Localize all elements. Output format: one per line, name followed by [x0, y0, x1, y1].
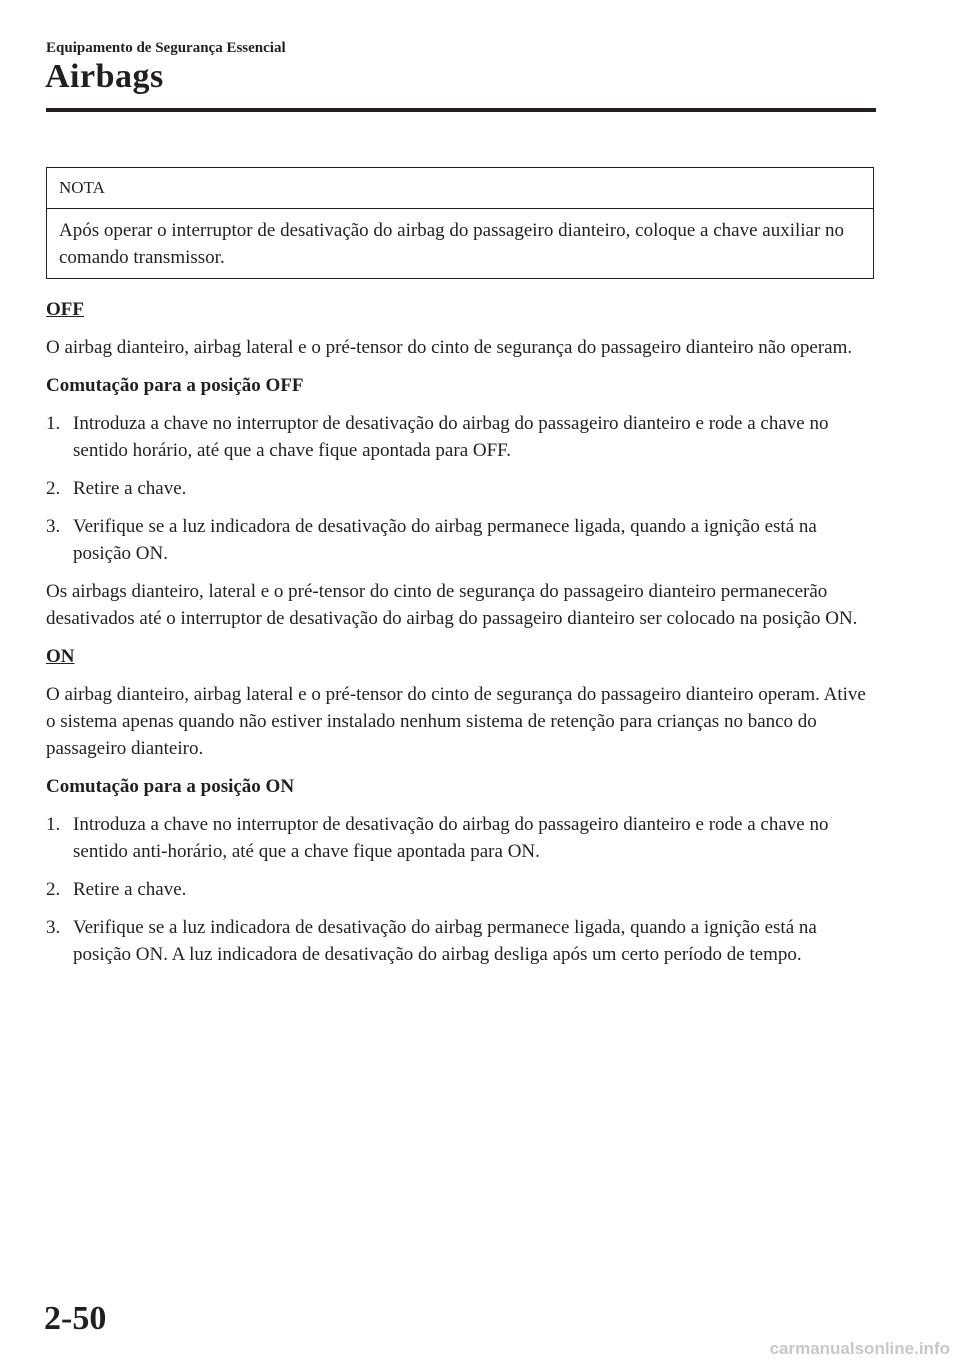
main-content	[46, 296, 876, 979]
on-heading: ON	[46, 646, 75, 667]
on-description: O airbag dianteiro, airbag lateral e o pré-tensor do cinto de segurança do passageiro dianteiro operam. Ative o sistema apenas quando não estiver instalado nenhum sistema de retenção para crianças no banco do passageiro dianteiro.	[46, 684, 866, 759]
step-text: Verifique se a luz indicadora de desativação do airbag permanece ligada, quando a ignição está na posição ON.	[73, 516, 817, 564]
step-number: 3.	[46, 516, 61, 537]
step-number: 2.	[46, 478, 61, 499]
on-step	[46, 914, 876, 968]
note-box	[46, 167, 874, 279]
on-step	[46, 876, 876, 903]
off-description: O airbag dianteiro, airbag lateral e o pré-tensor do cinto de segurança do passageiro dianteiro não operam.	[46, 337, 853, 358]
off-step	[46, 513, 876, 567]
step-text: Retire a chave.	[73, 478, 187, 499]
note-text: Após operar o interruptor de desativação do airbag do passageiro dianteiro, coloque a chave auxiliar no comando transmissor.	[59, 220, 845, 268]
step-number: 1.	[46, 413, 61, 434]
off-step	[46, 475, 876, 502]
step-text: Introduza a chave no interruptor de desativação do airbag do passageiro dianteiro e rode a chave no sentido horário, até que a chave fique apontada para OFF.	[73, 413, 829, 461]
step-text: Retire a chave.	[73, 879, 187, 900]
off-steps	[46, 410, 876, 567]
step-text: Verifique se a luz indicadora de desativação do airbag permanece ligada, quando a ignição está na posição ON. A luz indicadora de desativação do airbag desliga após um certo período de tempo.	[73, 917, 817, 965]
on-procedure-title: Comutação para a posição ON	[46, 776, 295, 797]
step-number: 1.	[46, 814, 61, 835]
step-number: 3.	[46, 917, 61, 938]
on-step	[46, 811, 876, 865]
off-heading: OFF	[46, 299, 84, 320]
section-label: Equipamento de Segurança Essencial	[46, 40, 286, 56]
off-procedure-title: Comutação para a posição OFF	[46, 375, 304, 396]
page-title: Airbags	[45, 58, 164, 95]
page-number: 2-50	[44, 1300, 107, 1337]
note-label: NOTA	[47, 168, 873, 209]
on-steps	[46, 811, 876, 968]
step-number: 2.	[46, 879, 61, 900]
off-after-text: Os airbags dianteiro, lateral e o pré-tensor do cinto de segurança do passageiro dianteiro permanecerão desativados até o interruptor de desativação do airbag do passageiro dianteiro ser colocado na posição ON.	[46, 581, 858, 629]
off-step	[46, 410, 876, 464]
watermark: carmanualsonline.info	[769, 1339, 950, 1358]
title-rule	[46, 108, 876, 112]
step-text: Introduza a chave no interruptor de desativação do airbag do passageiro dianteiro e rode a chave no sentido anti-horário, até que a chave fique apontada para ON.	[73, 814, 829, 862]
